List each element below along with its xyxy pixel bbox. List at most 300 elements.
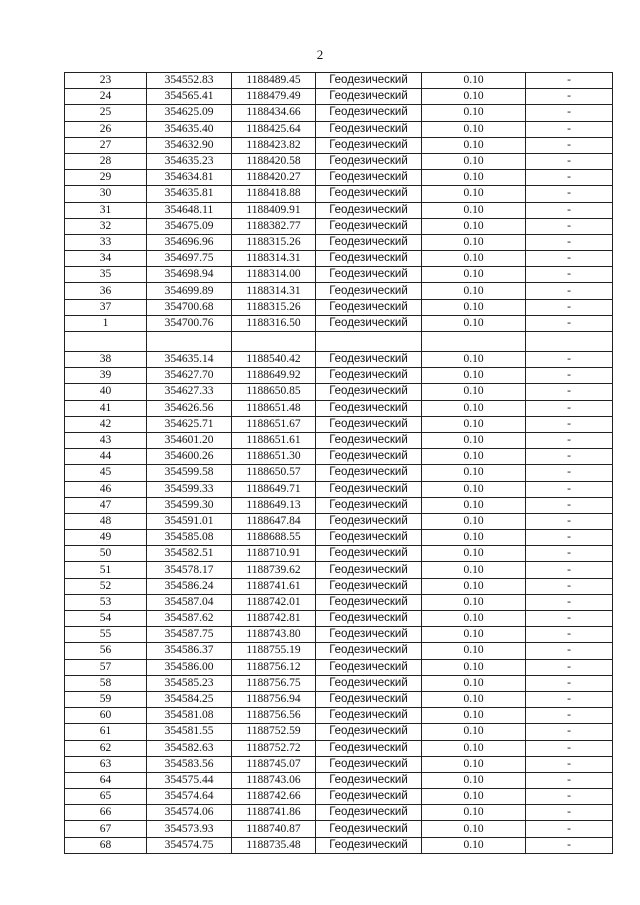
note-cell: - (526, 708, 613, 724)
note-cell: - (526, 251, 613, 267)
x-coordinate-cell: 354581.55 (147, 724, 232, 740)
point-number-cell: 63 (65, 756, 147, 772)
table-row (65, 352, 613, 368)
table-row (65, 513, 613, 529)
x-coordinate-cell: 354582.51 (147, 546, 232, 562)
x-coordinate-cell: 354586.37 (147, 643, 232, 659)
y-coordinate-cell: 1188651.48 (232, 400, 316, 416)
accuracy-cell: 0.10 (422, 186, 526, 202)
note-cell: - (526, 105, 613, 121)
point-number-cell: 42 (65, 416, 147, 432)
accuracy-cell: 0.10 (422, 756, 526, 772)
y-coordinate-cell: 1188314.00 (232, 267, 316, 283)
y-coordinate-cell: 1188756.12 (232, 659, 316, 675)
accuracy-cell: 0.10 (422, 837, 526, 853)
accuracy-cell: 0.10 (422, 578, 526, 594)
x-coordinate-cell: 354632.90 (147, 137, 232, 153)
point-number-cell: 49 (65, 530, 147, 546)
note-cell: - (526, 449, 613, 465)
x-coordinate-cell: 354635.14 (147, 352, 232, 368)
note-cell: - (526, 691, 613, 707)
table-row (65, 578, 613, 594)
y-coordinate-cell: 1188650.57 (232, 465, 316, 481)
accuracy-cell (422, 332, 526, 352)
y-coordinate-cell: 1188479.49 (232, 89, 316, 105)
point-number-cell: 61 (65, 724, 147, 740)
method-cell: Геодезический (316, 449, 422, 465)
table-row (65, 756, 613, 772)
method-cell: Геодезический (316, 708, 422, 724)
table-row (65, 497, 613, 513)
note-cell: - (526, 315, 613, 331)
accuracy-cell: 0.10 (422, 352, 526, 368)
method-cell: Геодезический (316, 299, 422, 315)
accuracy-cell: 0.10 (422, 627, 526, 643)
method-cell: Геодезический (316, 89, 422, 105)
x-coordinate-cell: 354574.75 (147, 837, 232, 853)
y-coordinate-cell: 1188649.92 (232, 368, 316, 384)
table-row (65, 368, 613, 384)
note-cell: - (526, 611, 613, 627)
x-coordinate-cell: 354648.11 (147, 202, 232, 218)
accuracy-cell: 0.10 (422, 137, 526, 153)
y-coordinate-cell: 1188489.45 (232, 73, 316, 89)
y-coordinate-cell: 1188420.58 (232, 153, 316, 169)
x-coordinate-cell: 354625.71 (147, 416, 232, 432)
point-number-cell: 39 (65, 368, 147, 384)
x-coordinate-cell: 354675.09 (147, 218, 232, 234)
accuracy-cell: 0.10 (422, 805, 526, 821)
table-row (65, 708, 613, 724)
x-coordinate-cell: 354591.01 (147, 513, 232, 529)
x-coordinate-cell: 354587.04 (147, 594, 232, 610)
table-row (65, 105, 613, 121)
method-cell: Геодезический (316, 497, 422, 513)
accuracy-cell: 0.10 (422, 283, 526, 299)
table-row (65, 530, 613, 546)
accuracy-cell: 0.10 (422, 611, 526, 627)
accuracy-cell: 0.10 (422, 105, 526, 121)
y-coordinate-cell: 1188688.55 (232, 530, 316, 546)
table-row (65, 170, 613, 186)
method-cell: Геодезический (316, 170, 422, 186)
table-row (65, 267, 613, 283)
table-row (65, 186, 613, 202)
x-coordinate-cell: 354585.08 (147, 530, 232, 546)
x-coordinate-cell: 354565.41 (147, 89, 232, 105)
point-number-cell: 67 (65, 821, 147, 837)
note-cell: - (526, 562, 613, 578)
table-row (65, 481, 613, 497)
accuracy-cell: 0.10 (422, 368, 526, 384)
accuracy-cell: 0.10 (422, 384, 526, 400)
x-coordinate-cell: 354584.25 (147, 691, 232, 707)
y-coordinate-cell: 1188756.56 (232, 708, 316, 724)
method-cell: Геодезический (316, 234, 422, 250)
method-cell: Геодезический (316, 513, 422, 529)
point-number-cell: 56 (65, 643, 147, 659)
x-coordinate-cell: 354635.40 (147, 121, 232, 137)
x-coordinate-cell: 354574.06 (147, 805, 232, 821)
table-row (65, 449, 613, 465)
x-coordinate-cell: 354627.33 (147, 384, 232, 400)
x-coordinate-cell: 354581.08 (147, 708, 232, 724)
y-coordinate-cell: 1188425.64 (232, 121, 316, 137)
note-cell: - (526, 299, 613, 315)
note-cell: - (526, 283, 613, 299)
note-cell: - (526, 384, 613, 400)
note-cell: - (526, 659, 613, 675)
note-cell: - (526, 594, 613, 610)
method-cell: Геодезический (316, 740, 422, 756)
point-number-cell: 1 (65, 315, 147, 331)
table-row (65, 724, 613, 740)
note-cell: - (526, 465, 613, 481)
method-cell: Геодезический (316, 251, 422, 267)
table-row (65, 789, 613, 805)
x-coordinate-cell: 354700.68 (147, 299, 232, 315)
method-cell: Геодезический (316, 315, 422, 331)
table-row (65, 627, 613, 643)
table-row (65, 546, 613, 562)
point-number-cell: 43 (65, 432, 147, 448)
method-cell: Геодезический (316, 218, 422, 234)
note-cell: - (526, 481, 613, 497)
table-row (65, 202, 613, 218)
method-cell: Геодезический (316, 530, 422, 546)
y-coordinate-cell (232, 332, 316, 352)
method-cell: Геодезический (316, 283, 422, 299)
table-row (65, 283, 613, 299)
accuracy-cell: 0.10 (422, 562, 526, 578)
y-coordinate-cell: 1188420.27 (232, 170, 316, 186)
accuracy-cell: 0.10 (422, 530, 526, 546)
method-cell: Геодезический (316, 121, 422, 137)
method-cell: Геодезический (316, 137, 422, 153)
accuracy-cell: 0.10 (422, 315, 526, 331)
table-row (65, 675, 613, 691)
table-row (65, 562, 613, 578)
method-cell: Геодезический (316, 481, 422, 497)
point-number-cell: 34 (65, 251, 147, 267)
y-coordinate-cell: 1188434.66 (232, 105, 316, 121)
x-coordinate-cell: 354599.33 (147, 481, 232, 497)
table-row (65, 384, 613, 400)
note-cell: - (526, 170, 613, 186)
method-cell: Геодезический (316, 73, 422, 89)
method-cell: Геодезический (316, 724, 422, 740)
accuracy-cell: 0.10 (422, 432, 526, 448)
method-cell: Геодезический (316, 594, 422, 610)
point-number-cell: 53 (65, 594, 147, 610)
note-cell: - (526, 837, 613, 853)
accuracy-cell: 0.10 (422, 643, 526, 659)
y-coordinate-cell: 1188315.26 (232, 299, 316, 315)
point-number-cell: 36 (65, 283, 147, 299)
x-coordinate-cell: 354574.64 (147, 789, 232, 805)
table-row (65, 332, 613, 352)
y-coordinate-cell: 1188755.19 (232, 643, 316, 659)
y-coordinate-cell: 1188423.82 (232, 137, 316, 153)
note-cell: - (526, 546, 613, 562)
point-number-cell: 28 (65, 153, 147, 169)
accuracy-cell: 0.10 (422, 675, 526, 691)
x-coordinate-cell: 354697.75 (147, 251, 232, 267)
method-cell: Геодезический (316, 611, 422, 627)
note-cell: - (526, 724, 613, 740)
method-cell: Геодезический (316, 837, 422, 853)
y-coordinate-cell: 1188743.06 (232, 772, 316, 788)
y-coordinate-cell: 1188741.61 (232, 578, 316, 594)
point-number-cell: 68 (65, 837, 147, 853)
y-coordinate-cell: 1188752.72 (232, 740, 316, 756)
method-cell: Геодезический (316, 153, 422, 169)
coordinates-table (64, 72, 613, 854)
accuracy-cell: 0.10 (422, 202, 526, 218)
y-coordinate-cell: 1188745.07 (232, 756, 316, 772)
accuracy-cell: 0.10 (422, 449, 526, 465)
note-cell: - (526, 578, 613, 594)
note-cell: - (526, 186, 613, 202)
y-coordinate-cell: 1188540.42 (232, 352, 316, 368)
accuracy-cell: 0.10 (422, 89, 526, 105)
y-coordinate-cell: 1188741.86 (232, 805, 316, 821)
method-cell: Геодезический (316, 202, 422, 218)
method-cell: Геодезический (316, 416, 422, 432)
y-coordinate-cell: 1188647.84 (232, 513, 316, 529)
table-row (65, 315, 613, 331)
y-coordinate-cell: 1188650.85 (232, 384, 316, 400)
y-coordinate-cell: 1188649.71 (232, 481, 316, 497)
x-coordinate-cell: 354699.89 (147, 283, 232, 299)
y-coordinate-cell: 1188739.62 (232, 562, 316, 578)
point-number-cell: 40 (65, 384, 147, 400)
point-number-cell: 48 (65, 513, 147, 529)
method-cell: Геодезический (316, 562, 422, 578)
accuracy-cell: 0.10 (422, 594, 526, 610)
table-row (65, 299, 613, 315)
x-coordinate-cell: 354586.24 (147, 578, 232, 594)
y-coordinate-cell: 1188409.91 (232, 202, 316, 218)
point-number-cell: 51 (65, 562, 147, 578)
accuracy-cell: 0.10 (422, 497, 526, 513)
table-row (65, 643, 613, 659)
accuracy-cell: 0.10 (422, 267, 526, 283)
y-coordinate-cell: 1188651.67 (232, 416, 316, 432)
table-row (65, 611, 613, 627)
x-coordinate-cell: 354635.23 (147, 153, 232, 169)
table-row (65, 416, 613, 432)
table-row (65, 805, 613, 821)
note-cell: - (526, 267, 613, 283)
accuracy-cell: 0.10 (422, 251, 526, 267)
y-coordinate-cell: 1188314.31 (232, 283, 316, 299)
method-cell: Геодезический (316, 465, 422, 481)
point-number-cell: 27 (65, 137, 147, 153)
method-cell: Геодезический (316, 772, 422, 788)
x-coordinate-cell: 354599.58 (147, 465, 232, 481)
method-cell: Геодезический (316, 186, 422, 202)
y-coordinate-cell: 1188651.30 (232, 449, 316, 465)
table-row (65, 73, 613, 89)
point-number-cell: 57 (65, 659, 147, 675)
accuracy-cell: 0.10 (422, 73, 526, 89)
note-cell: - (526, 643, 613, 659)
point-number-cell: 32 (65, 218, 147, 234)
accuracy-cell: 0.10 (422, 772, 526, 788)
x-coordinate-cell (147, 332, 232, 352)
y-coordinate-cell: 1188651.61 (232, 432, 316, 448)
point-number-cell: 30 (65, 186, 147, 202)
point-number-cell: 64 (65, 772, 147, 788)
table-row (65, 821, 613, 837)
point-number-cell: 44 (65, 449, 147, 465)
table-row (65, 837, 613, 853)
point-number-cell: 25 (65, 105, 147, 121)
accuracy-cell: 0.10 (422, 789, 526, 805)
point-number-cell: 41 (65, 400, 147, 416)
x-coordinate-cell: 354635.81 (147, 186, 232, 202)
note-cell: - (526, 675, 613, 691)
method-cell: Геодезический (316, 756, 422, 772)
accuracy-cell: 0.10 (422, 234, 526, 250)
accuracy-cell: 0.10 (422, 708, 526, 724)
accuracy-cell: 0.10 (422, 299, 526, 315)
accuracy-cell: 0.10 (422, 513, 526, 529)
x-coordinate-cell: 354578.17 (147, 562, 232, 578)
note-cell: - (526, 821, 613, 837)
point-number-cell: 29 (65, 170, 147, 186)
accuracy-cell: 0.10 (422, 691, 526, 707)
table-row (65, 89, 613, 105)
point-number-cell: 23 (65, 73, 147, 89)
x-coordinate-cell: 354696.96 (147, 234, 232, 250)
method-cell: Геодезический (316, 805, 422, 821)
y-coordinate-cell: 1188316.50 (232, 315, 316, 331)
table-row (65, 234, 613, 250)
note-cell: - (526, 202, 613, 218)
point-number-cell: 47 (65, 497, 147, 513)
point-number-cell: 54 (65, 611, 147, 627)
x-coordinate-cell: 354582.63 (147, 740, 232, 756)
accuracy-cell: 0.10 (422, 659, 526, 675)
point-number-cell: 46 (65, 481, 147, 497)
y-coordinate-cell: 1188735.48 (232, 837, 316, 853)
x-coordinate-cell: 354700.76 (147, 315, 232, 331)
accuracy-cell: 0.10 (422, 121, 526, 137)
note-cell: - (526, 530, 613, 546)
x-coordinate-cell: 354586.00 (147, 659, 232, 675)
table-row (65, 465, 613, 481)
method-cell: Геодезический (316, 546, 422, 562)
x-coordinate-cell: 354599.30 (147, 497, 232, 513)
method-cell: Геодезический (316, 267, 422, 283)
point-number-cell: 52 (65, 578, 147, 594)
y-coordinate-cell: 1188740.87 (232, 821, 316, 837)
note-cell: - (526, 772, 613, 788)
note-cell: - (526, 805, 613, 821)
x-coordinate-cell: 354575.44 (147, 772, 232, 788)
table-row (65, 251, 613, 267)
point-number-cell: 59 (65, 691, 147, 707)
table-row (65, 218, 613, 234)
x-coordinate-cell: 354634.81 (147, 170, 232, 186)
note-cell: - (526, 218, 613, 234)
table-row (65, 740, 613, 756)
note-cell: - (526, 432, 613, 448)
table-row (65, 121, 613, 137)
note-cell: - (526, 89, 613, 105)
method-cell: Геодезический (316, 691, 422, 707)
point-number-cell: 45 (65, 465, 147, 481)
note-cell: - (526, 627, 613, 643)
y-coordinate-cell: 1188382.77 (232, 218, 316, 234)
table-row (65, 400, 613, 416)
point-number-cell: 24 (65, 89, 147, 105)
y-coordinate-cell: 1188756.94 (232, 691, 316, 707)
accuracy-cell: 0.10 (422, 740, 526, 756)
point-number-cell: 62 (65, 740, 147, 756)
note-cell: - (526, 756, 613, 772)
note-cell: - (526, 153, 613, 169)
x-coordinate-cell: 354552.83 (147, 73, 232, 89)
x-coordinate-cell: 354626.56 (147, 400, 232, 416)
table-row (65, 137, 613, 153)
method-cell: Геодезический (316, 659, 422, 675)
page-number: 2 (316, 47, 324, 62)
point-number-cell: 38 (65, 352, 147, 368)
note-cell: - (526, 121, 613, 137)
note-cell: - (526, 416, 613, 432)
method-cell: Геодезический (316, 432, 422, 448)
point-number-cell: 37 (65, 299, 147, 315)
x-coordinate-cell: 354698.94 (147, 267, 232, 283)
table-row (65, 432, 613, 448)
accuracy-cell: 0.10 (422, 724, 526, 740)
point-number-cell: 35 (65, 267, 147, 283)
point-number-cell: 58 (65, 675, 147, 691)
point-number-cell: 31 (65, 202, 147, 218)
y-coordinate-cell: 1188752.59 (232, 724, 316, 740)
accuracy-cell: 0.10 (422, 153, 526, 169)
table-row (65, 594, 613, 610)
y-coordinate-cell: 1188742.66 (232, 789, 316, 805)
note-cell: - (526, 789, 613, 805)
method-cell: Геодезический (316, 578, 422, 594)
y-coordinate-cell: 1188742.81 (232, 611, 316, 627)
method-cell: Геодезический (316, 821, 422, 837)
point-number-cell: 60 (65, 708, 147, 724)
note-cell: - (526, 513, 613, 529)
x-coordinate-cell: 354585.23 (147, 675, 232, 691)
table-row (65, 659, 613, 675)
method-cell: Геодезический (316, 352, 422, 368)
note-cell: - (526, 497, 613, 513)
accuracy-cell: 0.10 (422, 170, 526, 186)
y-coordinate-cell: 1188743.80 (232, 627, 316, 643)
point-number-cell: 33 (65, 234, 147, 250)
table-row (65, 772, 613, 788)
note-cell: - (526, 73, 613, 89)
table-row (65, 153, 613, 169)
accuracy-cell: 0.10 (422, 481, 526, 497)
method-cell: Геодезический (316, 400, 422, 416)
note-cell: - (526, 740, 613, 756)
y-coordinate-cell: 1188418.88 (232, 186, 316, 202)
y-coordinate-cell: 1188742.01 (232, 594, 316, 610)
x-coordinate-cell: 354600.26 (147, 449, 232, 465)
point-number-cell: 66 (65, 805, 147, 821)
